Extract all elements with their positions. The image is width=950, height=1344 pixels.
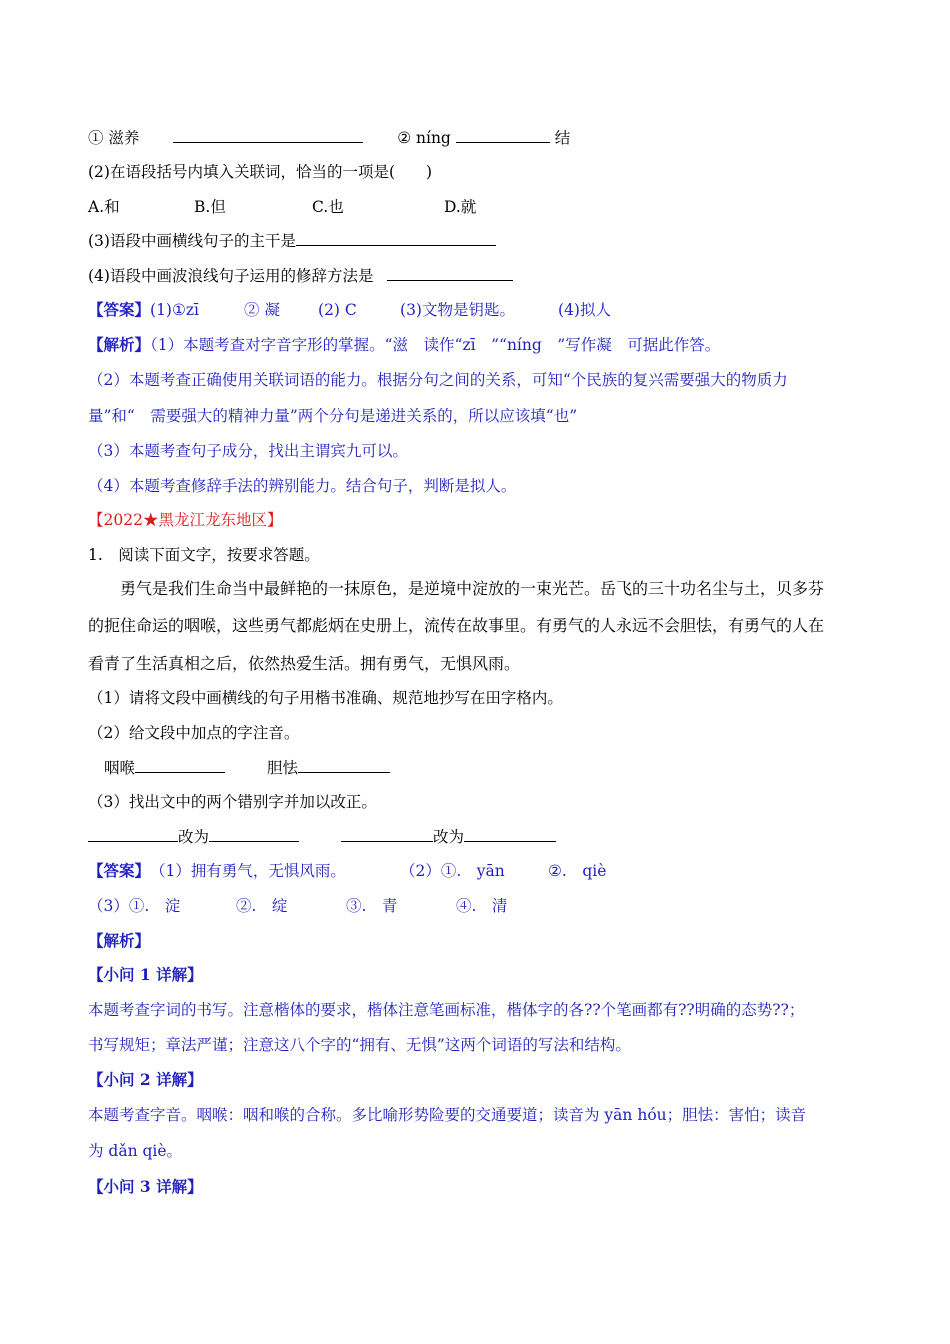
q1-fill-line — [88, 127, 570, 149]
q1-item-b: ② níng — [397, 129, 451, 147]
q4-blank — [387, 266, 513, 281]
q3-blank — [296, 231, 496, 246]
analysis1-text1: （1）本题考查对字音字形的掌握。“滋 读作“zī ”“níng ”写作凝 可据此作答。 — [150, 336, 721, 354]
answer2-b4: ④. 清 — [456, 897, 508, 915]
q4-text: (4)语段中画波浪线句子运用的修辞方法是 — [88, 267, 374, 285]
answer1-line — [88, 299, 611, 321]
answer2-line2 — [88, 895, 507, 917]
q3-line — [88, 230, 496, 252]
analysis2-tag: 【解析】 — [88, 931, 151, 950]
gaiwei-2: 改为 — [433, 828, 465, 846]
analysis1-line5: （4）本题考查修辞手法的辨别能力。结合句子，判断是拟人。 — [88, 477, 517, 495]
answer2-b2: ②. 绽 — [236, 897, 288, 915]
answer2-a1: （1）拥有勇气，无惧风雨。 — [150, 862, 346, 880]
blank-right-2 — [464, 827, 556, 842]
answer2-a3: ②. qiè — [548, 862, 607, 880]
answer2-line1 — [88, 860, 606, 882]
answer2-tag: 【答案】 — [88, 861, 151, 880]
q3-text: (3)语段中画横线句子的主干是 — [88, 232, 296, 250]
passage-line1: 勇气是我们生命当中最鲜艳的一抹原色，是逆境中淀放的一束光芒。岳飞的三十功名尘与土，贝多芬 — [120, 579, 825, 598]
analysis1-line4: （3）本题考查句子成分，找出主谓宾九可以。 — [88, 442, 408, 460]
analysis1-tag: 【解析】 — [88, 335, 151, 354]
blank-wrong-1 — [88, 827, 178, 842]
q2-text: (2)在语段括号内填入关联词，恰当的一项是( ) — [88, 163, 433, 181]
gaiwei-1: 改为 — [178, 828, 210, 846]
passage-line2: 的扼住命运的咽喉，这些勇气都彪炳在史册上，流传在故事里。有勇气的人永远不会胆怯，有勇气的人在 — [88, 616, 825, 635]
section-heading: 【2022★黑龙江龙东地区】 — [88, 511, 283, 529]
option-a: A.和 — [88, 198, 120, 216]
subq-1: （1）请将文段中画横线的句子用楷书准确、规范地抄写在田字格内。 — [88, 689, 563, 707]
subq-2: （2）给文段中加点的字注音。 — [88, 724, 300, 742]
answer2-a2: （2）①. yān — [400, 862, 505, 880]
subquestion-1-heading: 【小问 1 详解】 — [88, 965, 203, 984]
analysis1-line3: 量”和“ 需要强大的精神力量”两个分句是递进关系的，所以应该填“也” — [88, 407, 578, 425]
option-d: D.就 — [444, 198, 477, 216]
subquestion-3-heading: 【小问 3 详解】 — [88, 1177, 203, 1196]
answer2-b1: （3）①. 淀 — [88, 897, 181, 915]
answer1-part2: ② 凝 — [244, 301, 280, 319]
subquestion-2-heading: 【小问 2 详解】 — [88, 1070, 203, 1089]
q1-blank-b — [456, 128, 550, 143]
q1-item-a: ① 滋养 — [88, 129, 140, 147]
pinyin-blanks — [104, 757, 390, 779]
question-1-title: 1. 阅读下面文字，按要求答题。 — [88, 546, 320, 564]
q1-blank-a — [173, 128, 363, 143]
answer2-b3: ③. 青 — [346, 897, 398, 915]
analysis1-line2: （2）本题考查正确使用关联词语的能力。根据分句之间的关系，可知“个民族的复兴需要强大的物质力 — [88, 371, 788, 389]
blank-yanhou — [135, 758, 225, 773]
analysis2-text3: 本题考查字音。咽喉：咽和喉的合称。多比喻形势险要的交通要道；读音为 yān hóu；胆怯：害怕；读音 — [88, 1106, 807, 1124]
analysis2-text2: 书写规矩；章法严谨；注意这八个字的“拥有、无惧”这两个词语的写法和结构。 — [88, 1036, 631, 1054]
option-b: B.但 — [194, 198, 226, 216]
blank-wrong-2 — [341, 827, 433, 842]
answer1-part5: (4)拟人 — [558, 301, 611, 319]
correction-blanks — [88, 826, 556, 848]
blank-right-1 — [209, 827, 299, 842]
word-danqie: 胆怯 — [267, 759, 299, 777]
word-yanhou: 咽喉 — [104, 759, 136, 777]
blank-danqie — [298, 758, 390, 773]
passage-line3: 看青了生活真相之后，依然热爱生活。拥有勇气，无惧风雨。 — [88, 654, 521, 673]
answer1-tag: 【答案】 — [88, 300, 151, 319]
q4-line — [88, 265, 513, 287]
answer1-part3: (2) C — [318, 301, 357, 319]
q1-item-c: 结 — [554, 129, 571, 147]
subq-3: （3）找出文中的两个错别字并加以改正。 — [88, 793, 377, 811]
answer1-part4: (3)文物是钥匙。 — [400, 301, 515, 319]
answer1-part1: (1)①zī — [150, 301, 199, 319]
analysis1-line1 — [88, 334, 720, 356]
analysis2-text1: 本题考查字词的书写。注意楷体的要求，楷体注意笔画标准，楷体字的各??个笔画都有??明确的态势??； — [88, 1001, 805, 1019]
analysis2-text4: 为 dǎn qiè。 — [88, 1142, 183, 1160]
option-c: C.也 — [312, 198, 344, 216]
q2-options — [88, 196, 476, 218]
